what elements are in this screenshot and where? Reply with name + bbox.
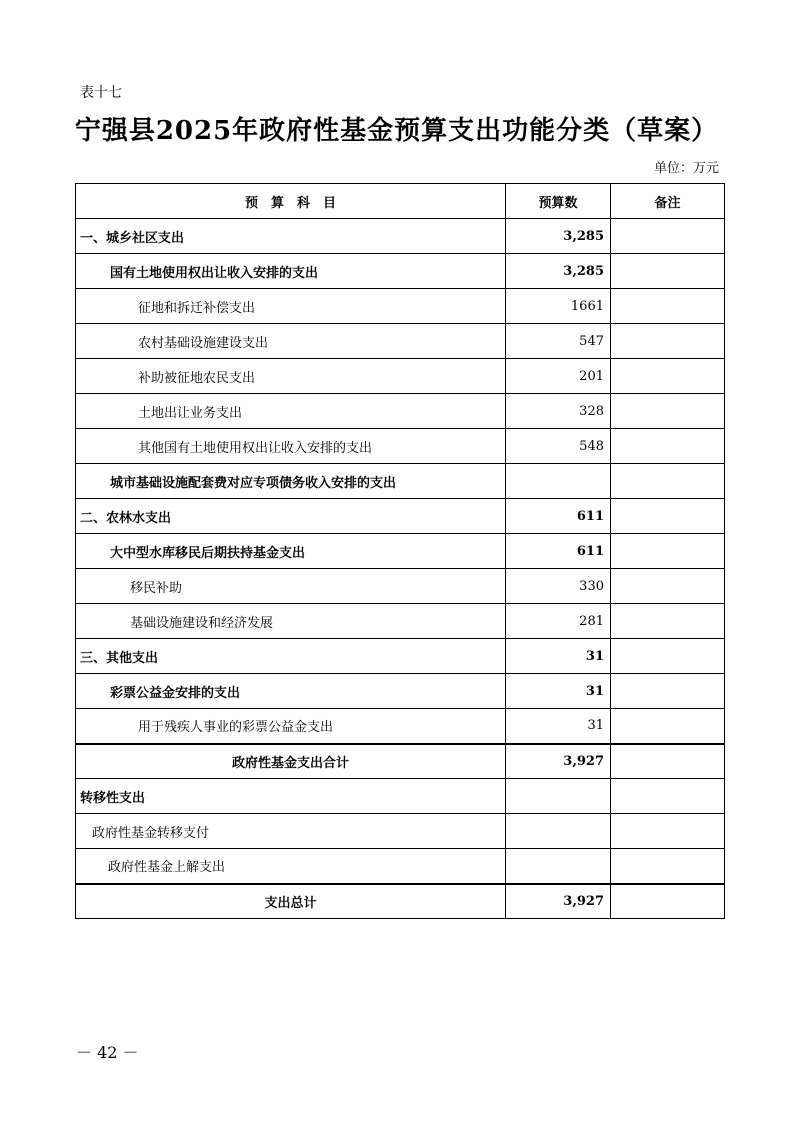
row-subject: 政府性基金支出合计 [76,744,506,779]
table-row [76,709,725,744]
row-subject: 征地和拆迁补偿支出 [76,289,506,324]
table-row [76,394,725,429]
row-note [611,254,725,289]
row-subject: 支出总计 [76,884,506,919]
row-note [611,359,725,394]
row-subject: 三、其他支出 [76,639,506,674]
row-note [611,569,725,604]
table-label: 表十七 [80,85,122,101]
row-note [611,324,725,359]
table-row [76,569,725,604]
row-amount: 611 [506,534,611,569]
table-row [76,464,725,499]
table-row [76,499,725,534]
row-amount [506,464,611,499]
table-row [76,534,725,569]
row-note [611,709,725,744]
row-note [611,499,725,534]
table-row [76,289,725,324]
row-amount: 611 [506,499,611,534]
row-amount: 328 [506,394,611,429]
row-subject: 政府性基金上解支出 [76,849,506,884]
row-amount: 201 [506,359,611,394]
unit-label: 单位：万元 [653,161,719,176]
row-note [611,744,725,779]
row-note [611,464,725,499]
row-amount [506,779,611,814]
row-subject: 大中型水库移民后期扶持基金支出 [76,534,506,569]
table-row [76,744,725,779]
row-amount: 31 [506,639,611,674]
row-amount: 547 [506,324,611,359]
row-subject: 国有土地使用权出让收入安排的支出 [76,254,506,289]
row-amount: 281 [506,604,611,639]
row-note [611,534,725,569]
table-row [76,849,725,884]
budget-table [75,183,725,919]
row-note [611,884,725,919]
table-row [76,814,725,849]
row-amount: 548 [506,429,611,464]
table-row [76,604,725,639]
table-row [76,219,725,254]
table-row [76,324,725,359]
row-subject: 一、城乡社区支出 [76,219,506,254]
row-note [611,289,725,324]
row-amount [506,849,611,884]
row-subject: 彩票公益金安排的支出 [76,674,506,709]
row-amount: 3,927 [506,884,611,919]
row-subject: 土地出让业务支出 [76,394,506,429]
page-title: 宁强县2025年政府性基金预算支出功能分类（草案） [74,116,719,146]
row-subject: 转移性支出 [76,779,506,814]
row-amount [506,814,611,849]
row-subject: 二、农林水支出 [76,499,506,534]
table-body [76,219,725,919]
header-note: 备注 [611,184,725,219]
table-row [76,779,725,814]
table-row [76,429,725,464]
row-amount: 1661 [506,289,611,324]
header-amount: 预算数 [506,184,611,219]
row-amount: 3,927 [506,744,611,779]
page-number: － 42 － [76,1043,139,1062]
row-amount: 3,285 [506,254,611,289]
row-subject: 政府性基金转移支付 [76,814,506,849]
row-amount: 330 [506,569,611,604]
row-subject: 基础设施建设和经济发展 [76,604,506,639]
row-amount: 31 [506,674,611,709]
row-subject: 城市基础设施配套费对应专项债务收入安排的支出 [76,464,506,499]
row-note [611,674,725,709]
table-row [76,254,725,289]
row-note [611,394,725,429]
row-amount: 31 [506,709,611,744]
row-note [611,849,725,884]
row-subject: 补助被征地农民支出 [76,359,506,394]
row-amount: 3,285 [506,219,611,254]
table-row [76,639,725,674]
row-subject: 其他国有土地使用权出让收入安排的支出 [76,429,506,464]
row-note [611,814,725,849]
row-subject: 农村基础设施建设支出 [76,324,506,359]
row-note [611,219,725,254]
table-row [76,884,725,919]
row-note [611,639,725,674]
row-note [611,429,725,464]
table-row [76,674,725,709]
table-row [76,359,725,394]
header-subject: 预 算 科 目 [76,184,506,219]
row-note [611,779,725,814]
row-subject: 移民补助 [76,569,506,604]
row-subject: 用于残疾人事业的彩票公益金支出 [76,709,506,744]
row-note [611,604,725,639]
